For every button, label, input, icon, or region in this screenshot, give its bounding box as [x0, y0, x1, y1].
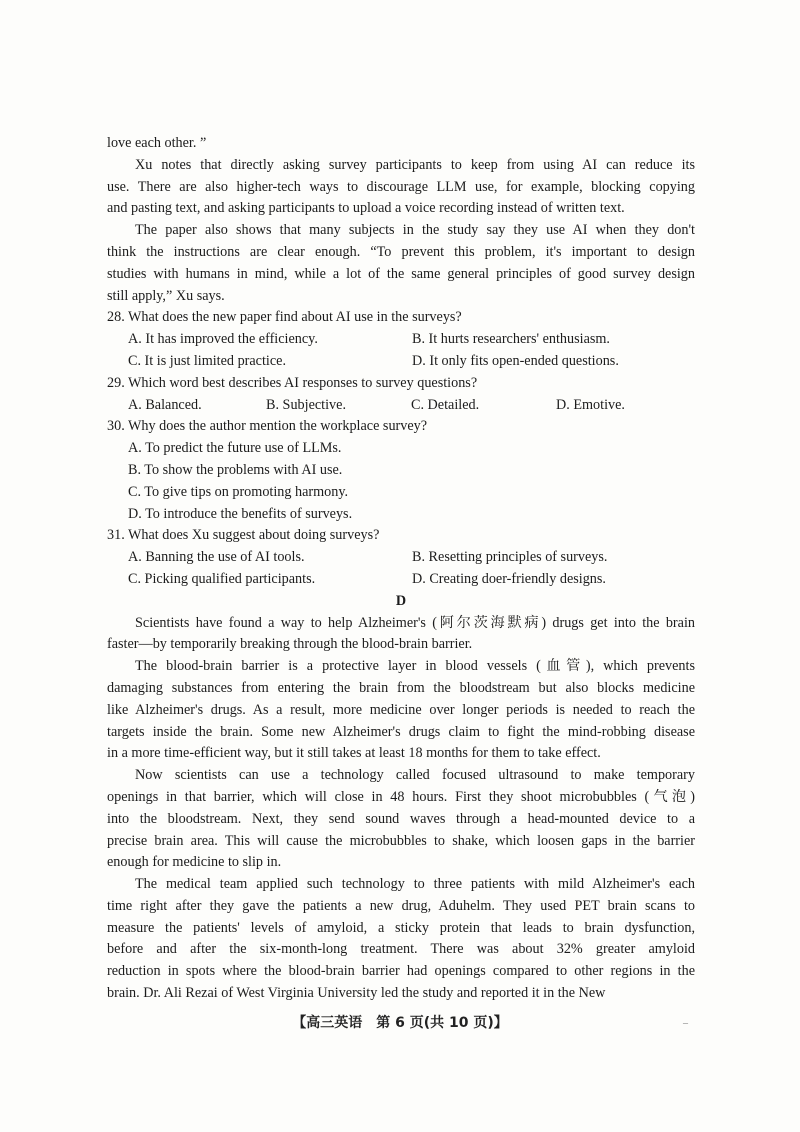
question-stem: 30. Why does the author mention the workplace survey?: [107, 418, 428, 435]
answer-option[interactable]: A. It has improved the efficiency.: [128, 331, 318, 348]
paragraph-line: before and after the six-month-long treatment. There was about 32% greater amyloid: [107, 941, 695, 958]
paragraph-line: reduction in spots where the blood-brain barrier had openings compared to other regions in the: [107, 963, 695, 980]
question-stem: 28. What does the new paper find about AI use in the surveys?: [107, 309, 462, 326]
option-row: [107, 395, 695, 417]
paragraph-line: faster—by temporarily breaking through the blood-brain barrier.: [107, 636, 473, 653]
paragraph-line: love each other. ”: [107, 135, 207, 151]
answer-option[interactable]: C. To give tips on promoting harmony.: [128, 483, 349, 500]
paragraph-line: and pasting text, and asking participants to upload a voice recording instead of written text.: [107, 200, 625, 217]
answer-option[interactable]: A. To predict the future use of LLMs.: [128, 440, 342, 457]
paragraph-line: time right after they gave the patients a new drug, Aduhelm. They used PET brain scans to: [107, 897, 695, 914]
paragraph-line: damaging substances from entering the brain from the bloodstream but also blocks medicine: [107, 679, 695, 696]
paragraph-line: Xu notes that directly asking survey participants to keep from using AI can reduce its: [135, 156, 695, 173]
option-row: [107, 547, 695, 569]
option-row: [107, 438, 695, 460]
answer-option[interactable]: A. Banning the use of AI tools.: [128, 549, 305, 566]
answer-option[interactable]: B. To show the problems with AI use.: [128, 461, 343, 478]
paragraph-line: openings in that barrier, which will close in 48 hours. First they shoot microbubbles (气泡): [107, 788, 695, 805]
answer-option[interactable]: C. Detailed.: [411, 396, 480, 413]
answer-option[interactable]: B. Subjective.: [266, 396, 346, 413]
footer-mark: –: [683, 1018, 688, 1029]
answer-option[interactable]: D. To introduce the benefits of surveys.: [128, 505, 353, 522]
answer-option[interactable]: D. Creating doer-friendly designs.: [412, 570, 606, 587]
option-row: [107, 482, 695, 504]
option-row: [107, 351, 695, 373]
paragraph-line: The blood-brain barrier is a protective layer in blood vessels (血管), which prevents: [135, 658, 695, 675]
paragraph-line: The medical team applied such technology to three patients with mild Alzheimer's each: [135, 876, 695, 893]
paragraph-line: studies with humans in mind, while a lot of the same general principles of good survey design: [107, 265, 695, 282]
paragraph-line: into the bloodstream. Next, they send sound waves through a head-mounted device to a: [107, 810, 695, 827]
option-row: [107, 329, 695, 351]
paragraph-line: think the instructions are clear enough. “To prevent this problem, it's important to design: [107, 243, 695, 260]
section-label: D: [395, 592, 407, 609]
answer-option[interactable]: C. It is just limited practice.: [128, 352, 287, 369]
paragraph-line: use. There are also higher-tech ways to discourage LLM use, for example, blocking copying: [107, 178, 695, 195]
paragraph-line: The paper also shows that many subjects in the study say they use AI when they don't: [135, 222, 695, 239]
question-stem: 29. Which word best describes AI responses to survey questions?: [107, 374, 478, 391]
paragraph-line: targets inside the brain. Some new Alzheimer's drugs claim to fight the mind-robbing disease: [107, 723, 695, 740]
paragraph-line: in a more time-efficient way, but it still takes at least 18 months for them to take effect.: [107, 745, 601, 762]
question-stem: 31. What does Xu suggest about doing surveys?: [107, 527, 380, 544]
paragraph-line: brain. Dr. Ali Rezai of West Virginia University led the study and reported it in the New: [107, 985, 606, 1002]
option-row: [107, 460, 695, 482]
answer-option[interactable]: B. Resetting principles of surveys.: [412, 549, 608, 566]
paragraph-line: still apply,” Xu says.: [107, 287, 225, 304]
paragraph-line: Now scientists can use a technology called focused ultrasound to make temporary: [135, 767, 695, 784]
page-footer: 【高三英语 第 6 页(共 10 页)】: [292, 1015, 508, 1031]
paragraph-line: enough for medicine to slip in.: [107, 854, 282, 871]
option-row: [107, 569, 695, 591]
answer-option[interactable]: A. Balanced.: [128, 396, 202, 413]
exam-page-content: [107, 133, 695, 1005]
paragraph-line: Scientists have found a way to help Alzheimer's (阿尔茨海默病) drugs get into the brain: [135, 614, 695, 631]
answer-option[interactable]: D. It only fits open-ended questions.: [412, 352, 619, 369]
answer-option[interactable]: C. Picking qualified participants.: [128, 570, 316, 587]
answer-option[interactable]: B. It hurts researchers' enthusiasm.: [412, 331, 610, 348]
paragraph-line: measure the patients' levels of amyloid, a sticky protein that leads to brain dysfunction,: [107, 919, 695, 936]
paragraph-line: precise brain area. This will cause the microbubbles to shake, which loosen gaps in the barrier: [107, 832, 695, 849]
answer-option[interactable]: D. Emotive.: [556, 396, 625, 413]
option-row: [107, 504, 695, 526]
paragraph-line: like Alzheimer's drugs. As a result, more medicine over longer periods is needed to reach the: [107, 701, 695, 718]
